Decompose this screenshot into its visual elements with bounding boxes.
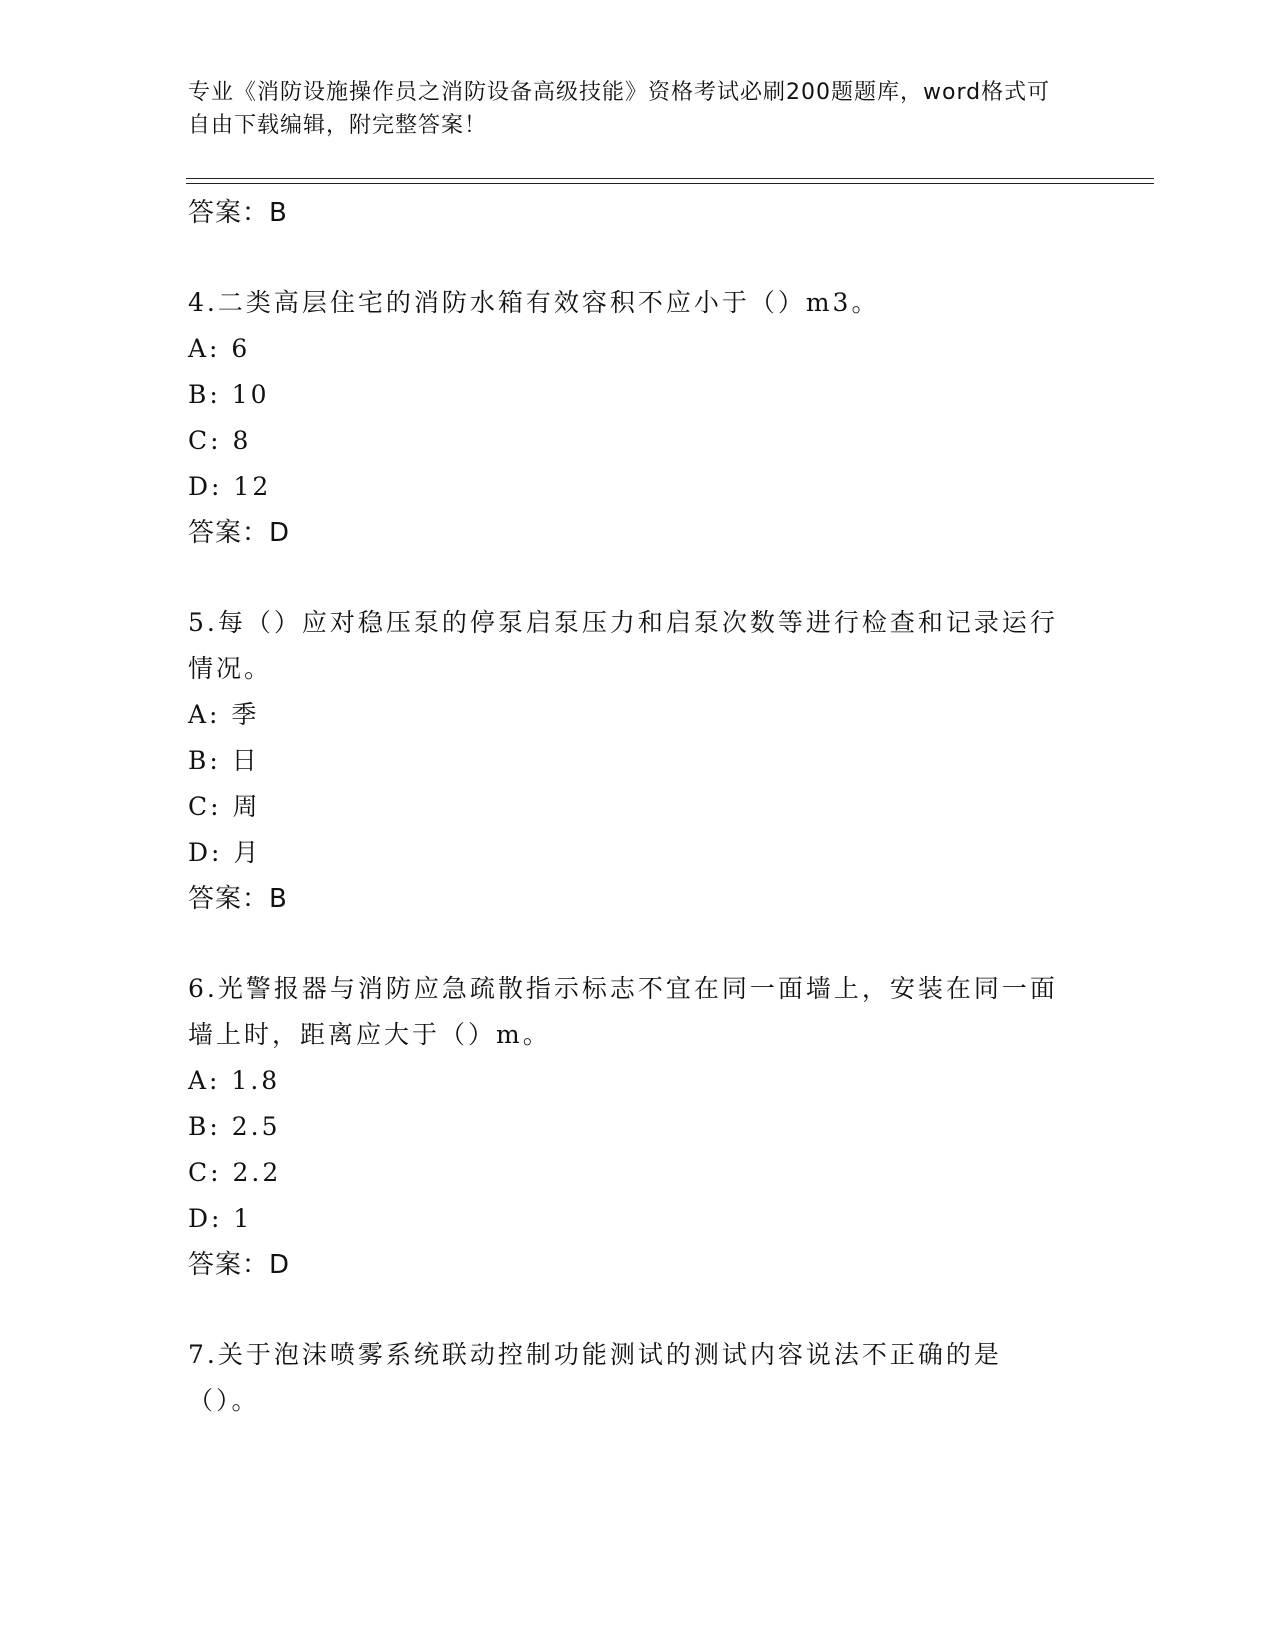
option-a: A: 6 [188, 334, 251, 363]
question-text: 7.关于泡沫喷雾系统联动控制功能测试的测试内容说法不正确的是（）。 [188, 1340, 1002, 1415]
question-text: 5.每（）应对稳压泵的停泵启泵压力和启泵次数等进行检查和记录运行情况。 [188, 608, 1058, 683]
document-header [188, 76, 1068, 142]
question-text: 4.二类高层住宅的消防水箱有效容积不应小于（）m3。 [188, 288, 880, 317]
option-d: D: 月 [188, 838, 262, 867]
question-block [188, 1332, 1068, 1424]
option-c: C: 2.2 [188, 1158, 282, 1187]
option-c: C: 周 [188, 792, 261, 821]
question-text: 6.光警报器与消防应急疏散指示标志不宜在同一面墙上，安装在同一面墙上时，距离应大于（）m。 [188, 974, 1058, 1049]
option-a: A: 1.8 [188, 1066, 281, 1095]
answer-line: 答案：B [188, 198, 288, 228]
answer-line: 答案：D [188, 1250, 291, 1280]
question-block [188, 966, 1068, 1288]
question-block [188, 600, 1068, 922]
header-divider-bottom [186, 183, 1154, 184]
option-d: D: 1 [188, 1204, 253, 1233]
question-block [188, 280, 1068, 556]
answer-line: 答案：D [188, 518, 291, 548]
answer-line: 答案：B [188, 884, 288, 914]
header-title: 专业《消防设施操作员之消防设备高级技能》资格考试必刷200题题库，word格式可自由下载编辑，附完整答案！ [188, 80, 1051, 138]
option-d: D: 12 [188, 472, 272, 501]
option-b: B: 日 [188, 746, 260, 775]
option-a: A: 季 [188, 700, 260, 729]
option-c: C: 8 [188, 426, 252, 455]
document-body [188, 190, 1068, 1424]
header-divider-top [186, 178, 1154, 179]
option-b: B: 2.5 [188, 1112, 281, 1141]
option-b: B: 10 [188, 380, 270, 409]
